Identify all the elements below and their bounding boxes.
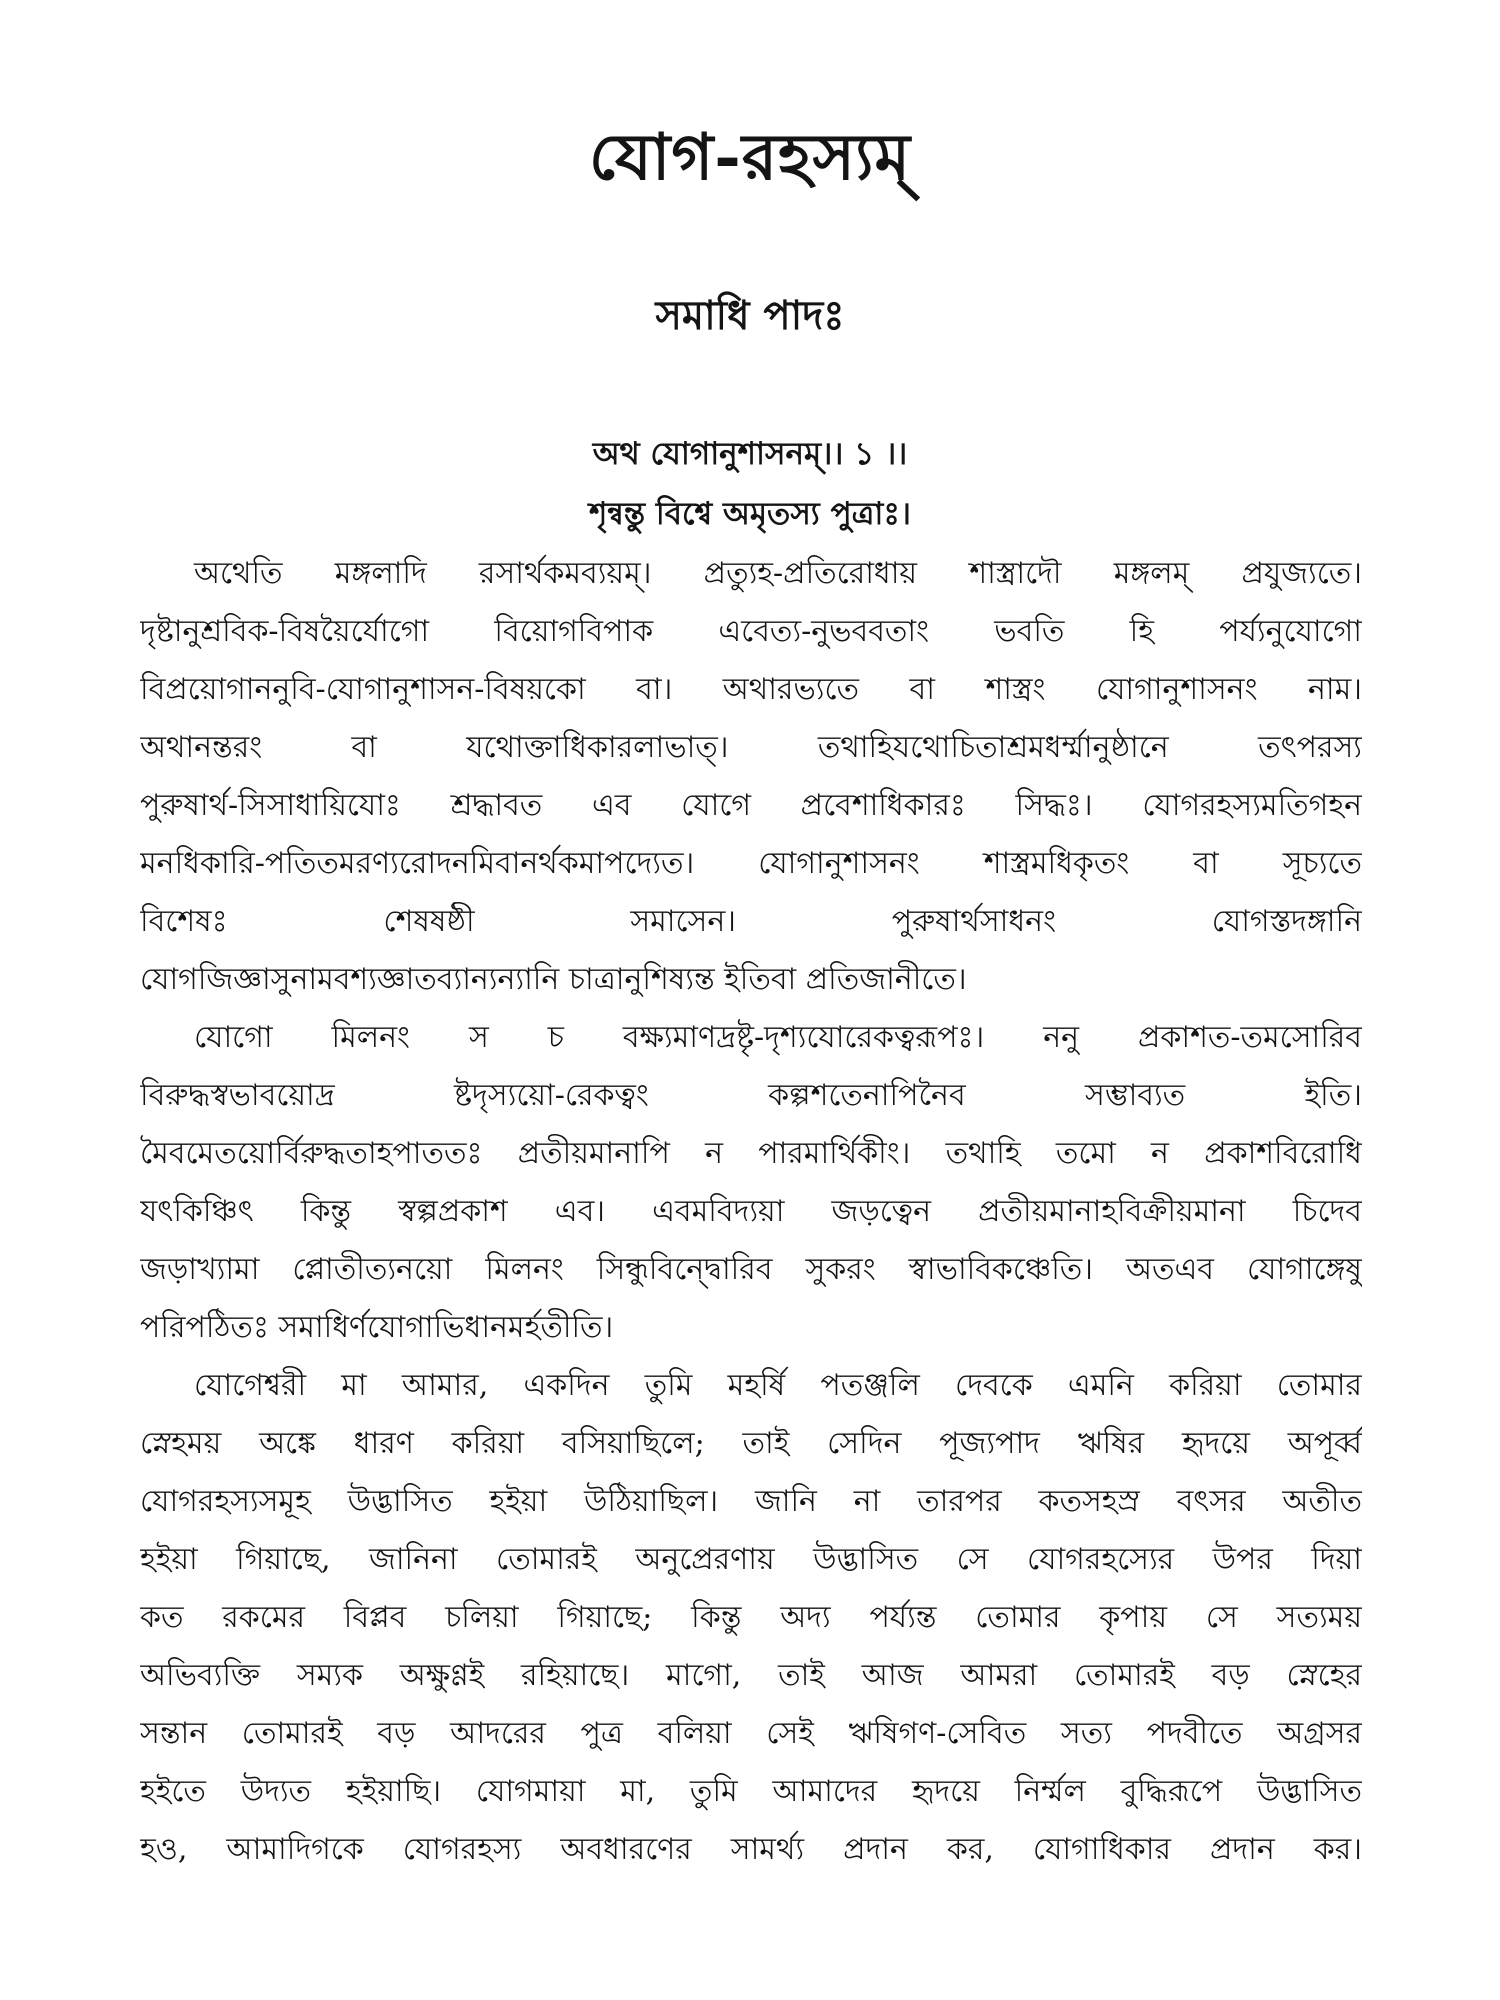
- text-line: বিপ্রয়োগাননুবি-যোগানুশাসন-বিষয়কো বা। অথারভ্যতে বা শাস্ত্রং যোগানুশাসনং নাম।: [140, 672, 1362, 707]
- text-line: যোগেশ্বরী মা আমার, একদিন তুমি মহর্ষি পতঞ্জলি দেবকে এমনি করিয়া তোমার: [194, 1368, 1362, 1403]
- text-line: অথানন্তরং বা যথোক্তাধিকারলাভাত্। তথাহিযথোচিতাশ্রমধর্ম্মানুষ্ঠানে তৎপরস্য: [140, 730, 1362, 765]
- paragraph-yoga-definition: [140, 1009, 1362, 1357]
- text-line: বিশেষঃ শেষষষ্ঠী সমাসেন। পুরুষার্থসাধনং যোগস্তদঙ্গানি: [140, 904, 1362, 939]
- sutra-line: অথ যোগানুশাসনম্।। ১ ।।: [592, 436, 908, 472]
- text-line: সন্তান তোমারই বড় আদরের পুত্র বলিয়া সেই ঋষিগণ-সেবিত সত্য পদবীতে অগ্রসর: [140, 1716, 1362, 1751]
- text-line: বিরুদ্ধস্বভাবয়োদ্র ষ্টদৃস্যয়ো-রেকত্বং কল্পশতেনাপিনৈব সম্ভাব্যত ইতি।: [140, 1078, 1362, 1113]
- text-line: যোগরহস্যসমূহ উদ্ভাসিত হইয়া উঠিয়াছিল। জানি না তারপর কতসহস্র বৎসর অতীত: [140, 1484, 1362, 1519]
- text-line: পুরুষার্থ-সিসাধায়িযোঃ শ্রদ্ধাবত এব যোগে প্রবেশাধিকারঃ সিদ্ধঃ। যোগরহস্যমতিগহন: [140, 788, 1362, 823]
- text-line: অথেতি মঙ্গলাদি রসার্থকমব্যয়ম্। প্রত্যুহ-প্রতিরোধায় শাস্ত্রাদৌ মঙ্গলম্ প্রযুজ্যতে।: [194, 556, 1362, 591]
- paragraph-commentary: [140, 545, 1362, 1009]
- text-line: জড়াখ্যামা প্লোতীত্যনয়ো মিলনং সিন্ধুবিন্দ্বোরিব সুকরং স্বাভাবিকঞ্চেতি। অতএব যোগাঙ্গেষু: [140, 1252, 1362, 1287]
- text-line: হও, আমাদিগকে যোগরহস্য অবধারণের সামর্থ্য প্রদান কর, যোগাধিকার প্রদান কর।: [140, 1832, 1362, 1867]
- text-line: পরিপঠিতঃ সমাধির্ণযোগাভিধানমর্হতীতি।: [140, 1310, 614, 1345]
- page-title: যোগ-রহস্যম্: [588, 120, 912, 195]
- text-line: অভিব্যক্তি সম্যক অক্ষুণ্ণই রহিয়াছে। মাগো, তাই আজ আমরা তোমারই বড় স্নেহের: [140, 1658, 1362, 1693]
- text-line: হইয়া গিয়াছে, জানিনা তোমারই অনুপ্রেরণায় উদ্ভাসিত সে যোগরহস্যের উপর দিয়া: [140, 1542, 1362, 1577]
- text-line: স্নেহময় অঙ্কে ধারণ করিয়া বসিয়াছিলে; তাই সেদিন পূজ্যপাদ ঋষির হৃদয়ে অপূর্ব্ব: [140, 1426, 1362, 1461]
- text-line: কত রকমের বিপ্লব চলিয়া গিয়াছে; কিন্তু অদ্য পর্য্যন্ত তোমার কৃপায় সে সত্যময়: [140, 1600, 1362, 1635]
- text-line: মনধিকারি-পতিতমরণ্যরোদনমিবানর্থকমাপদ্যেত। যোগানুশাসনং শাস্ত্রমধিকৃতং বা সূচ্যতে: [140, 846, 1362, 881]
- chapter-subtitle: সমাধি পাদঃ: [655, 292, 845, 339]
- text-line: দৃষ্টানুশ্রবিক-বিষয়ৈর্যোগো বিয়োগবিপাক এবেত্য-নুভববতাং ভবতি হি পর্য্যনুযোগো: [140, 614, 1362, 649]
- invocation-line: শৃন্বন্তু বিশ্বে অমৃতস্য পুত্রাঃ।: [588, 496, 912, 532]
- text-line: যোগো মিলনং স চ বক্ষ্যমাণদ্রষ্টৃ-দৃশ্যযোরেকত্বরূপঃ। ননু প্রকাশত-তমসোরিব: [194, 1020, 1362, 1055]
- text-line: মৈবমেতয়োর্বিরুদ্ধতাহপাততঃ প্রতীয়মানাপি ন পারমার্থিকীং। তথাহি তমো ন প্রকাশবিরোধি: [140, 1136, 1362, 1171]
- body-text: [140, 545, 1362, 1879]
- text-line: যোগজিজ্ঞাসুনামবশ্যজ্ঞাতব্যান্যন্যানি চাত্রানুশিষ্যন্ত ইতিবা প্রতিজানীতে।: [140, 962, 967, 997]
- text-line: যৎকিঞ্চিৎ কিন্তু স্বল্পপ্রকাশ এব। এবমবিদ্যয়া জড়ত্বেন প্রতীয়মানাহবিক্রীয়মানা চিদেব: [140, 1194, 1362, 1229]
- paragraph-invocation-prose: [140, 1357, 1362, 1879]
- text-line: হইতে উদ্যত হইয়াছি। যোগমায়া মা, তুমি আমাদের হৃদয়ে নির্ম্মল বুদ্ধিরূপে উদ্ভাসিত: [140, 1774, 1362, 1809]
